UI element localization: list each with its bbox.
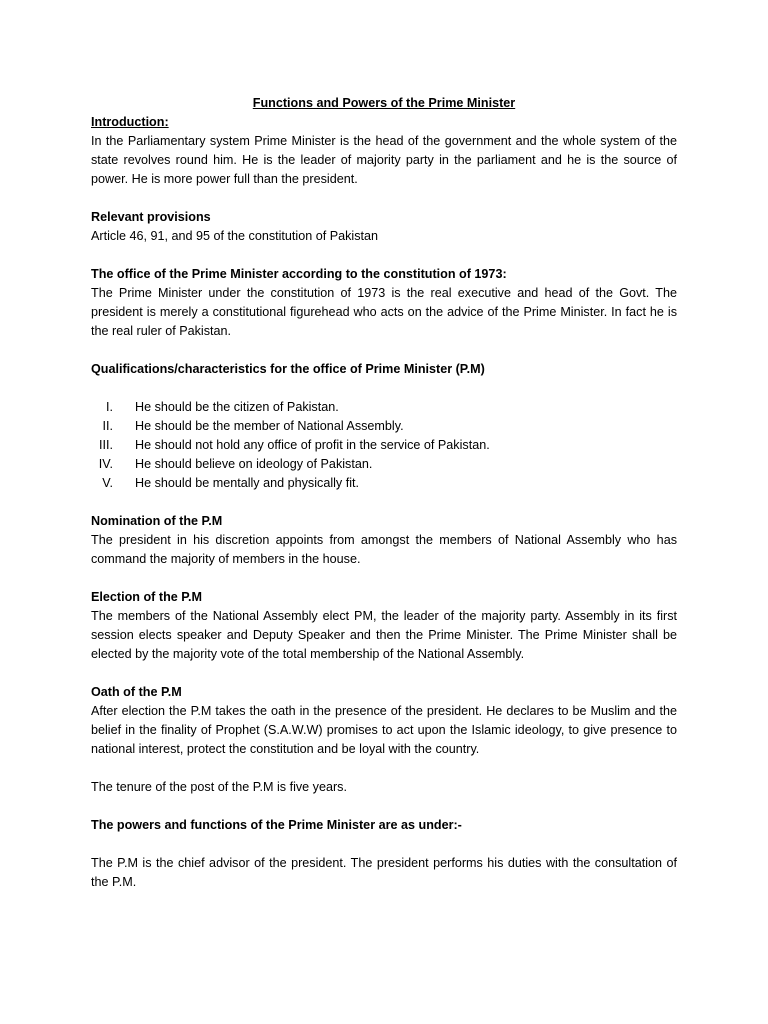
powers-heading: The powers and functions of the Prime Minister are as under:-: [91, 818, 462, 832]
election-text: The members of the National Assembly elect PM, the leader of the majority party. Assembly in its first session elects speaker and Deputy Speaker and then the Prime Minister. The Prime Minister shall be elected by the majority vote of the total membership of the National Assembly.: [91, 609, 677, 661]
document-page: [91, 94, 677, 892]
list-item: [91, 455, 677, 474]
election-heading: Election of the P.M: [91, 590, 203, 604]
introduction-text: In the Parliamentary system Prime Minister is the head of the government and the whole system of the state revolves round him. He is the leader of majority party in the parliament and he is the source of power. He is more power full than the president.: [91, 134, 677, 186]
list-item-number: IV.: [98, 457, 113, 471]
relevant-provisions-heading: Relevant provisions: [91, 210, 211, 224]
list-item: [91, 398, 677, 417]
list-item-number: I.: [106, 400, 113, 414]
spacer: [91, 493, 677, 512]
nomination-text: The president in his discretion appoints from amongst the members of National Assembly who has command the majority of members in the house.: [91, 533, 677, 566]
spacer: [91, 341, 677, 360]
list-item: [91, 436, 677, 455]
list-item-number: III.: [99, 438, 113, 452]
list-item-text: He should believe on ideology of Pakistan.: [135, 457, 373, 471]
list-item: [91, 417, 677, 436]
spacer: [91, 379, 677, 398]
office-heading: The office of the Prime Minister according to the constitution of 1973:: [91, 267, 507, 281]
list-item-text: He should be the citizen of Pakistan.: [135, 400, 339, 414]
spacer: [91, 664, 677, 683]
list-item: [91, 474, 677, 493]
document-title: Functions and Powers of the Prime Minister: [252, 96, 516, 110]
spacer: [91, 246, 677, 265]
spacer: [91, 759, 677, 778]
list-item-text: He should be the member of National Assembly.: [135, 419, 404, 433]
spacer: [91, 569, 677, 588]
spacer: [91, 189, 677, 208]
list-item-number: II.: [102, 419, 113, 433]
spacer: [91, 797, 677, 816]
list-item-text: He should be mentally and physically fit.: [135, 476, 360, 490]
office-text: The Prime Minister under the constitution of 1973 is the real executive and head of the Govt. The president is merely a constitutional figurehead who acts on the advice of the Prime Minister. In fact he is the real ruler of Pakistan.: [91, 286, 677, 338]
oath-text: After election the P.M takes the oath in the presence of the president. He declares to be Muslim and the belief in the finality of Prophet (S.A.W.W) promises to act upon the Islamic ideology, to give presence to national interest, protect the constitution and be loyal with the country.: [91, 704, 677, 756]
qualifications-list: [91, 398, 677, 493]
list-item-text: He should not hold any office of profit in the service of Pakistan.: [135, 438, 490, 452]
list-item-number: V.: [102, 476, 113, 490]
nomination-heading: Nomination of the P.M: [91, 514, 223, 528]
tenure-text: The tenure of the post of the P.M is five years.: [91, 780, 347, 794]
introduction-heading: Introduction:: [91, 115, 169, 129]
relevant-provisions-text: Article 46, 91, and 95 of the constitution of Pakistan: [91, 229, 379, 243]
oath-heading: Oath of the P.M: [91, 685, 182, 699]
spacer: [91, 835, 677, 854]
powers-text: The P.M is the chief advisor of the president. The president performs his duties with the consultation of the P.M.: [91, 856, 677, 889]
qualifications-heading: Qualifications/characteristics for the office of Prime Minister (P.M): [91, 362, 485, 376]
